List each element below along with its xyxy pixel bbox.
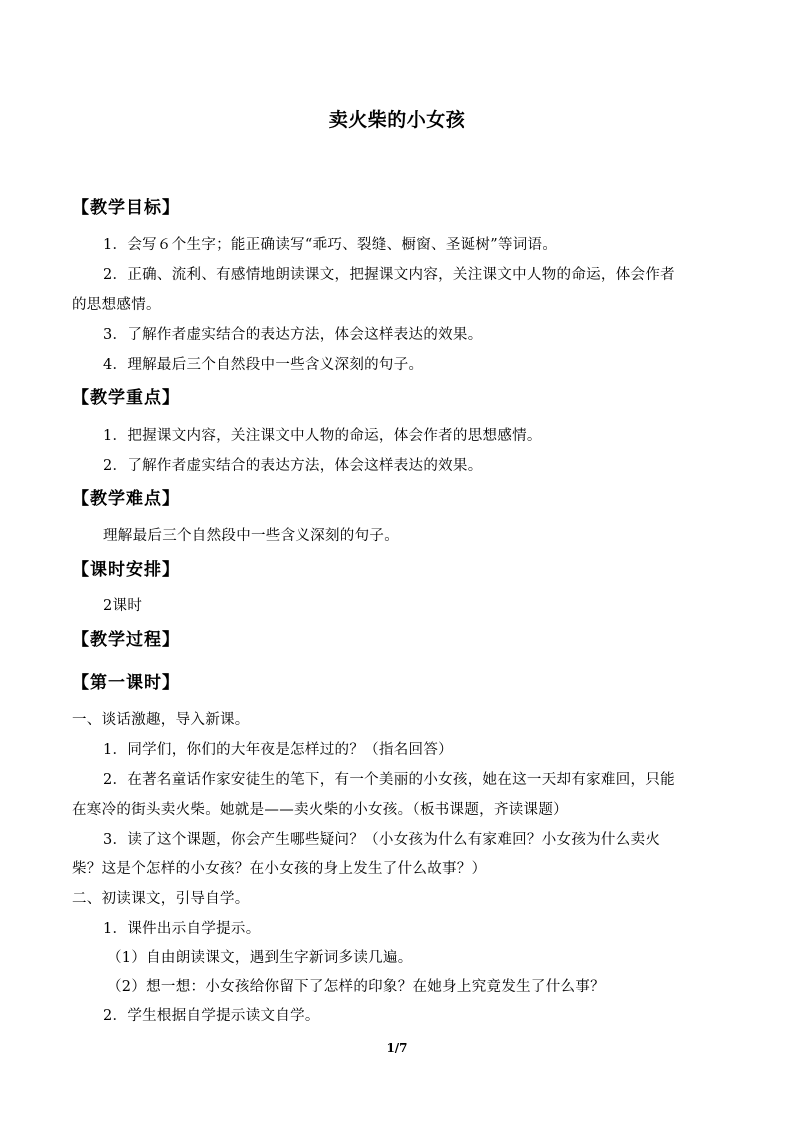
schedule-text: 2课时 bbox=[103, 598, 143, 614]
lesson-line-3: 2．在著名童话作家安徒生的笔下，有一个美丽的小女孩，她在这一天却有家难回，只能 bbox=[103, 772, 675, 788]
key-points-heading: 【教学重点】 bbox=[72, 388, 180, 408]
lesson-line-1: 一、谈话激趣，导入新课。 bbox=[72, 712, 250, 728]
objective-item-1: 1．会写６个生字；能正确读写“乖巧、裂缝、橱窗、圣诞树”等词语。 bbox=[103, 237, 558, 253]
lesson-line-7: 二、初读课文，引导自学。 bbox=[72, 891, 250, 907]
lesson-line-11: 2．学生根据自学提示读文自学。 bbox=[103, 1008, 320, 1024]
key-point-item-2: 2．了解作者虚实结合的表达方法，体会这样表达的效果。 bbox=[103, 458, 483, 474]
lesson-line-4: 在寒冷的街头卖火柴。她就是——卖火柴的小女孩。（板书课题，齐读课题） bbox=[72, 802, 568, 818]
page-number: 1/7 bbox=[386, 1041, 408, 1055]
lesson-line-10: （2）想一想：小女孩给你留下了怎样的印象？在她身上究竟发生了什么事？ bbox=[107, 979, 605, 995]
objective-item-2-cont: 的思想感情。 bbox=[72, 297, 161, 313]
document-title: 卖火柴的小女孩 bbox=[328, 109, 466, 131]
lesson-line-6: 柴？这是个怎样的小女孩？在小女孩的身上发生了什么故事？） bbox=[72, 861, 487, 877]
lesson-line-5: 3．读了这个课题，你会产生哪些疑问？（小女孩为什么有家难回？小女孩为什么卖火 bbox=[103, 832, 661, 848]
schedule-heading: 【课时安排】 bbox=[72, 560, 180, 580]
process-heading: 【教学过程】 bbox=[72, 630, 180, 650]
first-lesson-heading: 【第一课时】 bbox=[72, 673, 180, 693]
key-point-item-1: 1．把握课文内容，关注课文中人物的命运，体会作者的思想感情。 bbox=[103, 428, 542, 444]
difficulties-text: 理解最后三个自然段中一些含义深刻的句子。 bbox=[103, 528, 399, 544]
difficulties-heading: 【教学难点】 bbox=[72, 489, 180, 509]
objective-item-2: 2．正确、流利、有感情地朗读课文，把握课文内容，关注课文中人物的命运，体会作者 bbox=[103, 267, 675, 283]
objective-item-4: 4．理解最后三个自然段中一些含义深刻的句子。 bbox=[103, 357, 424, 373]
objective-item-3: 3．了解作者虚实结合的表达方法，体会这样表达的效果。 bbox=[103, 327, 483, 343]
lesson-line-2: 1．同学们，你们的大年夜是怎样过的？（指名回答） bbox=[103, 742, 453, 758]
lesson-line-9: （1）自由朗读课文，遇到生字新词多读几遍。 bbox=[107, 950, 413, 966]
lesson-line-8: 1．课件出示自学提示。 bbox=[103, 921, 261, 937]
objectives-heading: 【教学目标】 bbox=[72, 198, 180, 218]
